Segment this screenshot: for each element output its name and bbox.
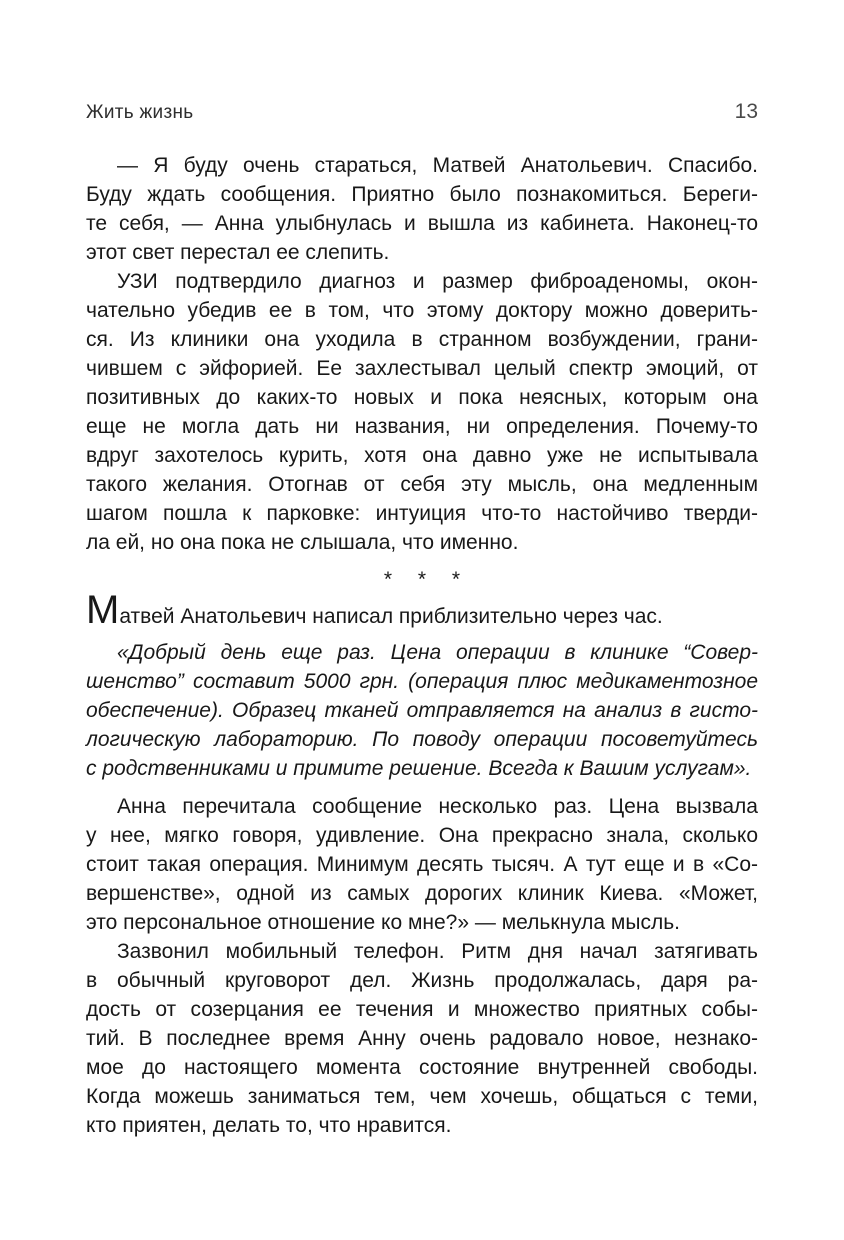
text-line: «Добрый день еще раз. Цена операции в клинике “Совер- <box>117 641 758 664</box>
text-block <box>86 151 758 1140</box>
text-line: чившем с эйфорией. Ее захлестывал целый спектр эмоций, от <box>86 357 758 380</box>
paragraph <box>86 792 758 937</box>
text-line: позитивных до каких-то новых и пока неясных, которым она <box>86 386 758 409</box>
section-separator: * * * <box>383 568 461 591</box>
text-line: мое до настоящего момента состояние внутренней свободы. <box>86 1056 758 1079</box>
text-line: в обычный круговорот дел. Жизнь продолжалась, даря ра- <box>86 969 758 992</box>
paragraph <box>86 937 758 1140</box>
running-title: Жить жизнь <box>86 102 194 123</box>
paragraph <box>86 151 758 267</box>
text-line: вдруг захотелось курить, хотя она давно уже не испытывала <box>86 444 758 467</box>
text-line: стоит такая операция. Минимум десять тысяч. А тут еще и в «Со- <box>86 853 758 876</box>
text-line: Зазвонил мобильный телефон. Ритм дня начал затягивать <box>117 940 758 963</box>
text-line: шагом пошла к парковке: интуиция что-то настойчиво тверди- <box>86 502 758 525</box>
paragraph <box>86 267 758 557</box>
text-line: это персональное отношение ко мне?» — мелькнула мысль. <box>86 911 680 934</box>
page-header <box>86 100 758 124</box>
text-line: дость от созерцания ее течения и множество приятных собы- <box>86 998 758 1021</box>
text-line: тий. В последнее время Анну очень радовало новое, незнако- <box>86 1027 758 1050</box>
text-line: Буду ждать сообщения. Приятно было познакомиться. Береги- <box>86 183 758 206</box>
text-line: такого желания. Отогнав от себя эту мысль, она медленным <box>86 473 758 496</box>
text-line: логическую лабораторию. По поводу операции посоветуйтесь <box>86 728 758 751</box>
dropcap-initial: М <box>86 588 120 632</box>
quote-paragraph <box>86 638 758 783</box>
dropcap-paragraph <box>86 588 758 632</box>
page-number: 13 <box>734 100 758 123</box>
text-line: те себя, — Анна улыбнулась и вышла из кабинета. Наконец-то <box>86 212 758 235</box>
text-line: — Я буду очень стараться, Матвей Анатольевич. Спасибо. <box>117 154 758 177</box>
dropcap-text: атвей Анатольевич написал приблизительно через час. <box>119 605 663 628</box>
text-line: с родственниками и примите решение. Всегда к Вашим услугам». <box>86 757 752 780</box>
text-line: чательно убедив ее в том, что этому доктору можно доверить- <box>86 299 758 322</box>
text-line: обеспечение). Образец тканей отправляется на анализ в гисто- <box>86 699 758 722</box>
text-line: этот свет перестал ее слепить. <box>86 241 390 264</box>
text-line: ся. Из клиники она уходила в странном возбуждении, грани- <box>86 328 758 351</box>
text-line: Когда можешь заниматься тем, чем хочешь, общаться с теми, <box>86 1085 758 1108</box>
text-line: Анна перечитала сообщение несколько раз. Цена вызвала <box>117 795 758 818</box>
text-line: у нее, мягко говоря, удивление. Она прекрасно знала, сколько <box>86 824 758 847</box>
text-line: еще не могла дать ни названия, ни определения. Почему-то <box>86 415 758 438</box>
text-line: кто приятен, делать то, что нравится. <box>86 1114 452 1137</box>
text-line: шенство” составит 5000 грн. (операция плюс медикаментозное <box>86 670 758 693</box>
text-line: УЗИ подтвердило диагноз и размер фиброаденомы, окон- <box>117 270 758 293</box>
text-line: вершенстве», одной из самых дорогих клиник Киева. «Может, <box>86 882 758 905</box>
text-line: ла ей, но она пока не слышала, что именно. <box>86 531 519 554</box>
